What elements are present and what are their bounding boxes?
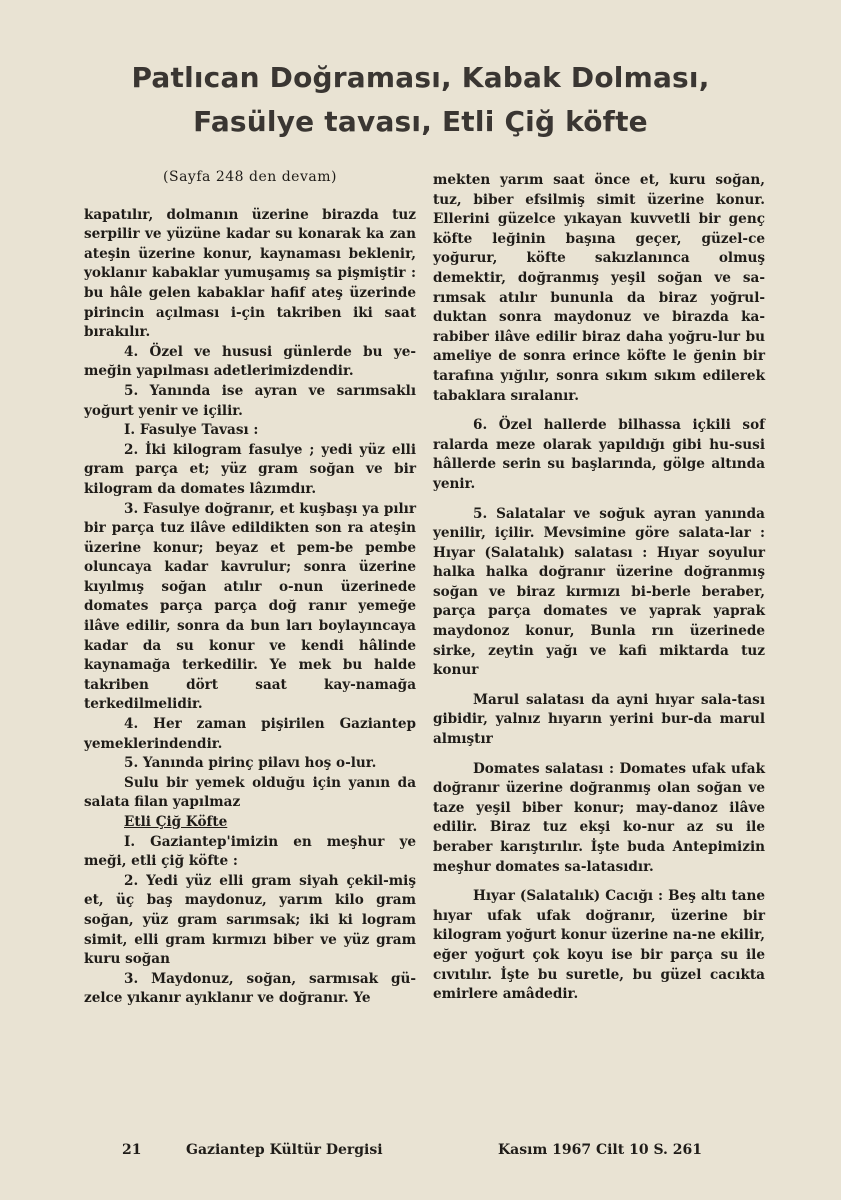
paragraph: Domates salatası : Domates ufak ufak doğranır üzerine doğranmış olan soğan ve taze yeşil biber konur; may-danoz ilâve edilir. Biraz tuz ekşi ko-nur az su ile beraber karıştırılır. İşte buda Antepimizin meşhur domates sa-latasıdır. [433,760,765,875]
paragraph: 5. Salatalar ve soğuk ayran yanında yenilir, içilir. Mevsimine göre salata-lar : Hıyar (Salatalık) salatası : Hıyar soyulur halka halka doğranır üzerine doğranmış soğan ve biraz kırmızı bi-berle beraber, parça parça domates ve yaprak yaprak maydonoz konur, Bunla rın üzerinede sirke, zeytin yağı ve kafi miktarda tuz konur [433,505,765,679]
paragraph: Marul salatası da ayni hıyar sala-tası gibidir, yalnız hıyarın yerini bur-da marul almıştır [433,691,765,748]
paragraph: 3. Fasulye doğranır, et kuşbaşı ya pılır bir parça tuz ilâve edildikten son ra ateşin üzerine konur; beyaz et pem-be pembe oluncaya kadar kavrulur; sonra üzerine kıyılmış soğan atılır o-nun üzerinede domates parça parça doğ ranır yemeğe ilâve edilir, sonra da bun ları boylayıncaya kadar da su konur ve kendi hâlinde kaynamağa terkedilir. Ye mek bu halde takriben dört saat kay-namağa terkedilmelidir. [84,500,416,713]
page-number: 21 [122,1142,142,1158]
continued-note: (Sayfa 248 den devam) [163,169,337,185]
paragraph: kapatılır, dolmanın üzerine birazda tuz serpilir ve yüzüne kadar su konarak ka zan ateşin üzerine konur, kaynaması beklenir, yoklanır kabaklar yumuşamış sa pişmiştir : bu hâle gelen kabaklar hafif ateş üzerinde pirincin açılması i-çin takriben iki saat bırakılır. [84,206,416,341]
issue-date: Kasım 1967 Cilt 10 S. 261 [498,1142,703,1158]
paragraph: Hıyar (Salatalık) Cacığı : Beş altı tane hıyar ufak ufak doğranır, üzerine bir kilogram yoğurt konur üzerine na-ne ekilir, eğer yoğurt çok koyu ise bir parça su ile cıvıtılır. İşte bu suretle, bu güzel cacıkta emirlere amâdedir. [433,888,765,1003]
right-column [433,171,765,1005]
paragraph: Sulu bir yemek olduğu için yanın da salata filan yapılmaz [84,774,416,811]
magazine-name: Gaziantep Kültür Dergisi [186,1142,383,1158]
paragraph: mekten yarım saat önce et, kuru soğan, tuz, biber efsilmiş simit üzerine konur. Ellerini güzelce yıkayan kuvvetli bir genç köfte leğinin başına geçer, güzel-ce yoğurur, köfte sakızlanınca olmuş demektir, doğranmış yeşil soğan ve sa-rımsak atılır bununla da biraz yoğrul-duktan sonra maydonuz ve birazda ka-rabiber ilâve edilir biraz daha yoğru-lur bu ameliye de sonra erince köfte le ğenin bir tarafına yığılır, sonra sıkım sıkım edilerek tabaklara sıralanır. [433,172,765,404]
title-line-2: Fasülye tavası, Etli Çiğ köfte [193,105,648,138]
paragraph: 5. Yanında pirinç pilavı hoş o-lur. [124,755,377,772]
section-heading-fasulye-tavasi: I. Fasulye Tavası : [124,422,259,439]
paragraph: I. Gaziantep'imizin en meşhur ye meği, etli çiğ köfte : [84,833,416,870]
paragraph: 4. Özel ve hususi günlerde bu ye-meğin yapılması adetlerimizdendir. [84,343,416,380]
paragraph: 6. Özel hallerde bilhassa içkili sof ralarda meze olarak yapıldığı gibi hu-susi hâllerde serin su başlarında, gölge altında yenir. [433,417,765,492]
paragraph: 2. İki kilogram fasulye ; yedi yüz elli gram parça et; yüz gram soğan ve bir kilogram da domates lâzımdır. [84,441,416,497]
left-column [84,168,416,1009]
paragraph: 2. Yedi yüz elli gram siyah çekil-miş et, üç baş maydonuz, yarım kilo gram soğan, yüz gram sarımsak; iki ki logram simit, elli gram kırmızı biber ve yüz gram kuru soğan [84,872,416,968]
paragraph: 5. Yanında ise ayran ve sarımsaklı yoğurt yenir ve içilir. [84,382,416,419]
article-title [40,56,801,144]
paragraph: 4. Her zaman pişirilen Gaziantep yemeklerindendir. [84,716,416,752]
paragraph: 3. Maydonuz, soğan, sarmısak gü-zelce yıkanır ayıklanır ve doğranır. Ye [84,970,416,1007]
section-heading-etli-cig-kofte: Etli Çiğ Köfte [124,814,228,830]
title-line-1: Patlıcan Doğraması, Kabak Dolması, [131,61,710,94]
